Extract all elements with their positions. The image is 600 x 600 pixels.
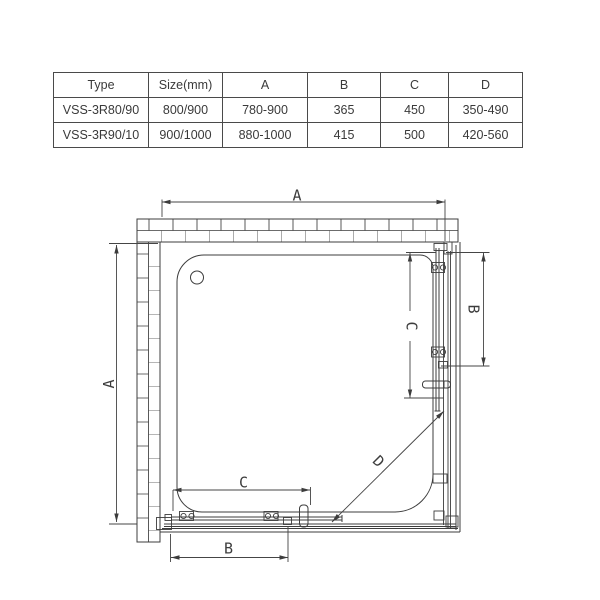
right-stopper-bracket [433, 474, 447, 483]
spec-header-c: C [381, 73, 449, 98]
dim-c-right [403, 253, 445, 399]
arrow-icon [408, 390, 412, 399]
spec-cell: 500 [381, 123, 449, 148]
arrow-icon [437, 200, 446, 204]
arrow-icon [114, 514, 118, 523]
top-wall [137, 219, 458, 242]
top-wall-bricks [137, 219, 458, 242]
bottom-door-glass [172, 515, 342, 522]
arrow-icon [481, 358, 485, 367]
spec-cell: 780-900 [223, 98, 308, 123]
spec-cell: 420-560 [449, 123, 523, 148]
spec-header-size: Size(mm) [149, 73, 223, 98]
spec-cell: 900/1000 [149, 123, 223, 148]
dim-label-c-right: C [402, 321, 421, 331]
spec-cell: VSS-3R90/10 [54, 123, 149, 148]
dim-line [332, 411, 444, 522]
spec-cell: 415 [308, 123, 381, 148]
spec-cell: 365 [308, 98, 381, 123]
spec-header-d: D [449, 73, 523, 98]
bottom-stopper-bracket [284, 518, 292, 525]
spec-cell: 450 [381, 98, 449, 123]
dim-d-diagonal [332, 411, 444, 522]
spec-cell: VSS-3R80/90 [54, 98, 149, 123]
spec-header-a: A [223, 73, 308, 98]
arrow-icon [162, 200, 171, 204]
spec-cell: 880-1000 [223, 123, 308, 148]
spec-header-b: B [308, 73, 381, 98]
right-panel-assembly [423, 242, 461, 532]
left-wall-bricks [137, 242, 160, 542]
arrow-icon [114, 245, 118, 254]
left-wall [137, 242, 160, 542]
arrow-icon [171, 555, 180, 559]
drain-icon [191, 271, 204, 284]
spec-cell: 800/900 [149, 98, 223, 123]
shower-tray [177, 255, 433, 512]
spec-cell: 350-490 [449, 98, 523, 123]
dim-label-d: D [368, 451, 389, 472]
arrow-icon [302, 488, 311, 492]
dim-b-bottom [171, 526, 289, 562]
dim-label-a-left: A [100, 379, 118, 389]
right-fixed-glass [448, 251, 451, 528]
arrow-icon [408, 253, 412, 262]
dim-label-a-top: A [292, 186, 302, 205]
dim-label-c-bottom: C [238, 473, 249, 492]
tray-outline [177, 255, 433, 512]
roller-icon [264, 512, 279, 521]
arrow-icon [280, 555, 289, 559]
right-outer-frame [456, 242, 460, 532]
spec-header-type: Type [54, 73, 149, 98]
bottom-outer-frame [160, 529, 460, 533]
bottom-panel-assembly [157, 505, 461, 532]
dim-label-b-bottom: B [223, 539, 234, 558]
dim-label-b-right: B [464, 304, 483, 314]
right-rail-clamp [439, 362, 448, 369]
bottom-fixed-glass [164, 524, 456, 527]
roller-icon [180, 512, 195, 521]
corner-bracket [434, 511, 444, 520]
arrow-icon [481, 253, 485, 262]
dim-c-bottom [173, 474, 311, 512]
